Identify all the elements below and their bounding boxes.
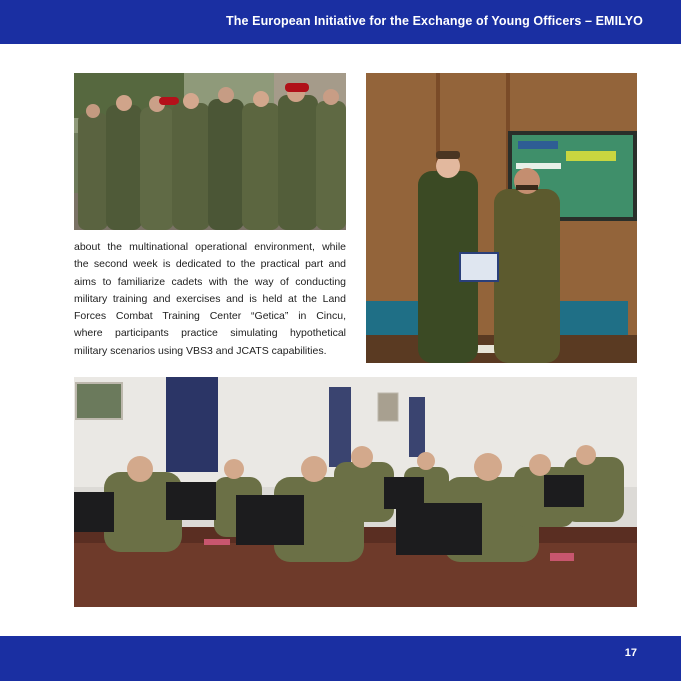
footer-bar [0, 636, 681, 681]
header-bar [0, 0, 681, 44]
article-line: about the multinational operational environment, while [74, 241, 346, 253]
article-line: military scenarios using VBS3 and JCATS capabilities. [74, 344, 327, 357]
photo-simulation-classroom [74, 377, 637, 607]
photo-certificate-ceremony [366, 73, 637, 363]
article-line: where participants practice simulating hypothetical [74, 327, 346, 340]
article-line: aims to familiarize cadets with the way of conducting [74, 275, 346, 288]
article-paragraph [74, 239, 346, 360]
article-line: military training and exercises and is held at the Land [74, 292, 346, 305]
photo-soldiers-marching [74, 73, 346, 230]
article-line: the second week is dedicated to the practical part and [74, 258, 346, 271]
header-title: The European Initiative for the Exchange of Young Officers – EMILYO [226, 14, 643, 28]
page-number: 17 [624, 647, 637, 659]
article-line: Forces Combat Training Center “Getica” in Cincu, [74, 310, 346, 323]
